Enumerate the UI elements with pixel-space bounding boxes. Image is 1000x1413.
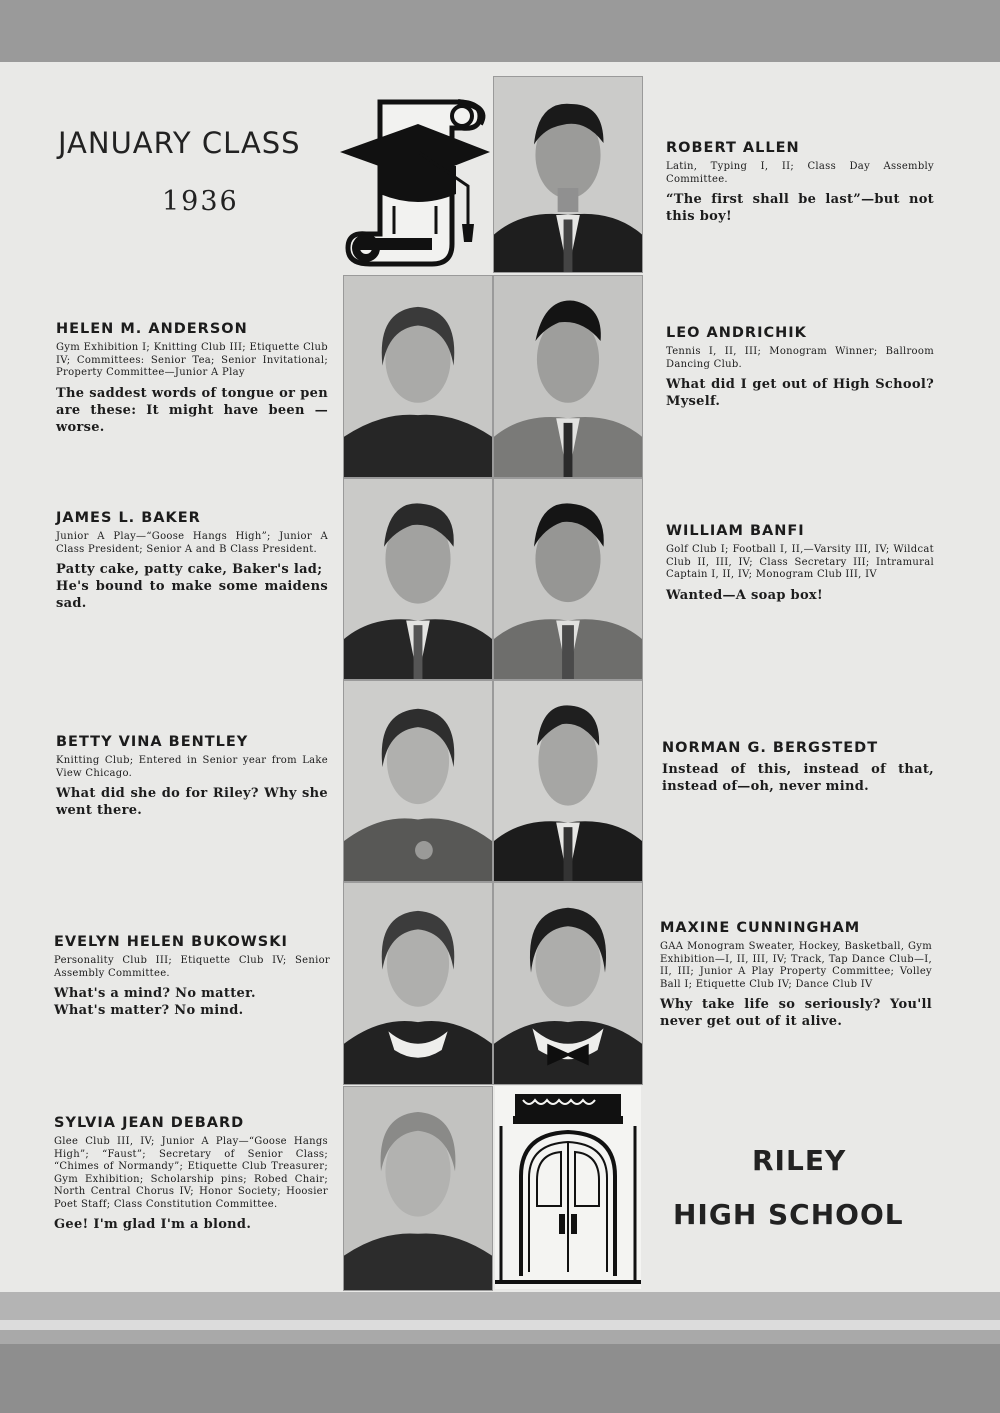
school-door-illustration: [495, 1086, 641, 1289]
student-activities: Tennis I, II, III; Monogram Winner; Ballroom Dancing Club.: [666, 346, 934, 370]
photo-leo-andrichik: [493, 275, 643, 478]
photo-betty-bentley: [343, 680, 493, 882]
photo-maxine-cunningham: [493, 882, 643, 1085]
student-name: JAMES L. BAKER: [56, 510, 201, 526]
student-quote-line: What's a mind? No matter.: [54, 986, 256, 1001]
student-name: WILLIAM BANFI: [666, 523, 805, 539]
page-bottom-band: [0, 1292, 1000, 1320]
student-name: LEO ANDRICHIK: [666, 325, 807, 341]
photo-evelyn-bukowski: [343, 882, 493, 1085]
student-entry-evelyn-bukowski: [54, 934, 330, 1019]
student-quote: Instead of this, instead of that, instead of—oh, never mind.: [662, 762, 934, 794]
student-entry-helen-anderson: [56, 321, 328, 436]
photo-sylvia-debard: [343, 1086, 493, 1291]
student-quote: Wanted—A soap box!: [666, 587, 823, 603]
student-name: BETTY VINA BENTLEY: [56, 734, 249, 750]
student-name: NORMAN G. BERGSTEDT: [662, 740, 879, 756]
scan-background-bottom: [0, 1344, 1000, 1413]
student-activities: Golf Club I; Football I, II,—Varsity III, IV; Wildcat Club II, III, IV; Class Secretary III; Intramural Captain I, II, IV; Monogram Club III, IV: [666, 544, 934, 580]
page-bottom-band: [0, 1330, 1000, 1344]
student-entry-maxine-cunningham: [660, 920, 932, 1030]
student-entry-norman-bergstedt: [662, 740, 934, 795]
student-quote: The saddest words of tongue or pen are these: It might have been —worse.: [56, 385, 328, 435]
student-quote: Gee! I'm glad I'm a blond.: [54, 1217, 252, 1232]
page-bottom-band: [0, 1320, 1000, 1330]
student-entry-james-baker: [56, 510, 328, 612]
student-activities: Glee Club III, IV; Junior A Play—“Goose Hangs High”; “Faust”; Secretary of Senior Class; “Chimes of Normandy”; Etiquette Club Treasurer; Gym Exhibition; Scholarship pins; Robed Chair; North Central Chorus IV; Honor Society; Hoosier Poet Staff; Class Constitution Committee.: [54, 1136, 328, 1210]
student-entry-betty-bentley: [56, 734, 328, 819]
student-name: EVELYN HELEN BUKOWSKI: [54, 934, 288, 950]
student-quote: Why take life so seriously? You'll never get out of it alive.: [660, 997, 932, 1029]
school-name-line1: RILEY: [752, 1144, 847, 1177]
class-year: 1936: [162, 186, 239, 217]
page-title: JANUARY CLASS: [58, 126, 301, 160]
student-activities: Knitting Club; Entered in Senior year from Lake View Chicago.: [56, 755, 328, 779]
student-entry-sylvia-debard: [54, 1115, 328, 1233]
student-quote-line: He's bound to make some maidens sad.: [56, 579, 328, 611]
student-quote: What did she do for Riley? Why she went there.: [56, 786, 328, 818]
student-activities: Personality Club III; Etiquette Club IV; Senior Assembly Committee.: [54, 955, 330, 979]
student-activities: Gym Exhibition I; Knitting Club III; Etiquette Club IV; Committees: Senior Tea; Senior Invitational; Property Committee—Junior A Play: [56, 342, 328, 378]
photo-robert-allen: [493, 76, 643, 273]
student-name: HELEN M. ANDERSON: [56, 321, 248, 337]
photo-james-baker: [343, 478, 493, 680]
student-activities: Latin, Typing I, II; Class Day Assembly Committee.: [666, 161, 934, 185]
student-name: SYLVIA JEAN DEBARD: [54, 1115, 245, 1131]
student-name: MAXINE CUNNINGHAM: [660, 920, 861, 936]
student-activities: GAA Monogram Sweater, Hockey, Basketball, Gym Exhibition—I, II, III, IV; Track, Tap Dance Club—I, II, III; Junior A Play Property Committee; Volley Ball I; Etiquette Club IV; Dance Club IV: [660, 941, 932, 990]
school-name-line2: HIGH SCHOOL: [673, 1198, 904, 1231]
student-name: ROBERT ALLEN: [666, 140, 800, 156]
student-activities: Junior A Play—“Goose Hangs High”; Junior A Class President; Senior A and B Class President.: [56, 531, 328, 555]
student-entry-william-banfi: [666, 523, 934, 604]
student-quote-line: Patty cake, patty cake, Baker's lad;: [56, 562, 323, 577]
student-quote-line: What's matter? No mind.: [54, 1003, 244, 1018]
student-quote: “The first shall be last”—but not this boy!: [666, 192, 934, 224]
photo-helen-anderson: [343, 275, 493, 478]
student-entry-leo-andrichik: [666, 325, 934, 410]
student-entry-robert-allen: [666, 140, 934, 225]
scan-background-top: [0, 0, 1000, 62]
photo-william-banfi: [493, 478, 643, 680]
student-quote: What did I get out of High School? Myself.: [666, 377, 934, 409]
diploma-cap-emblem: [340, 94, 492, 270]
photo-norman-bergstedt: [493, 680, 643, 882]
